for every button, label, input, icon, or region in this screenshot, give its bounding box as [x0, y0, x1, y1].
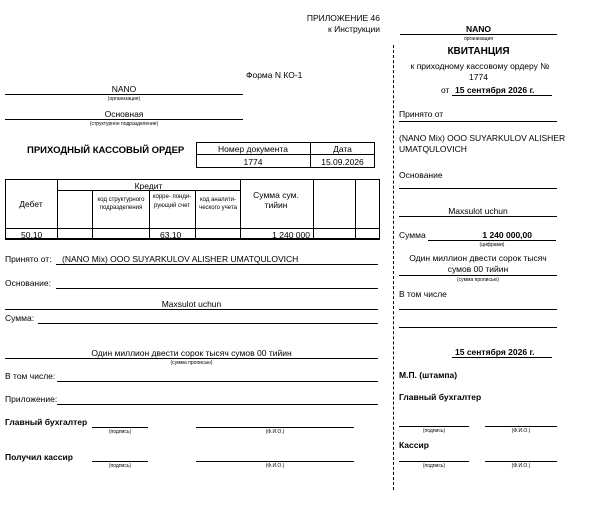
- receipt-date-bottom: 15 сентября 2026 г.: [455, 347, 535, 357]
- cut-line: [393, 45, 394, 490]
- appendix-line2: к Инструкции: [328, 24, 380, 34]
- debit-header: Дебет: [19, 199, 43, 209]
- sum-words: Один миллион двести сорок тысяч сумов 00 тийин: [91, 348, 292, 358]
- division-underline: [5, 119, 243, 120]
- form-code: Форма N КО-1: [246, 70, 303, 80]
- appendix-line1: ПРИЛОЖЕНИЕ 46: [306, 13, 380, 23]
- corr-account-header: корре- понди- рующий счет: [152, 194, 192, 209]
- attachment-label: Приложение:: [5, 394, 58, 404]
- chief-accountant-label: Главный бухгалтер: [5, 417, 88, 427]
- division-name: Основная: [104, 109, 144, 119]
- receipt-received-from-value: (NANO Mix) ООО SUYARKULOV ALISHER UMATQULOVICH: [399, 133, 566, 154]
- organization-caption: (организация): [107, 96, 141, 102]
- receipt-basis-value: Maxsulot uchun: [448, 206, 508, 216]
- receipt-organization: NANO: [465, 24, 492, 34]
- receipt-subtitle: к приходному кассовому ордеру №: [410, 61, 550, 71]
- receipt-chief-accountant-label: Главный бухгалтер: [399, 392, 482, 402]
- receipt-sum-label: Сумма: [399, 230, 426, 240]
- receipt-date: 15 сентября 2026 г.: [455, 85, 535, 95]
- chief-accountant-signature-line: [92, 427, 148, 428]
- amount-value: 1 240 000: [272, 230, 310, 240]
- doc-date-value: 15.09.2026: [321, 157, 364, 167]
- organization-name: NANO: [111, 84, 137, 94]
- organization-underline: [5, 94, 243, 95]
- basis-label: Основание:: [5, 278, 51, 288]
- stamp-label: М.П. (штампа): [399, 370, 458, 380]
- subdivision-code-header: код структурного подразделения: [97, 197, 145, 211]
- debit-value: 50.10: [21, 230, 43, 240]
- amount-header: Сумма сум. тийин: [253, 190, 299, 210]
- receipt-sum-words: Один миллион двести сорок тысяч сумов 00 тийин: [409, 253, 547, 274]
- cashier-signature-line: [92, 461, 148, 462]
- analytic-code-header: код аналити- ческого учета: [199, 197, 237, 211]
- receipt-from-label: от: [441, 85, 450, 95]
- receipt-basis-label: Основание: [399, 170, 443, 180]
- receipt-title: КВИТАНЦИЯ: [447, 46, 510, 57]
- received-from-label: Принято от:: [5, 254, 52, 264]
- receipt-including-label: В том числе: [399, 289, 447, 299]
- cashier-name-line: [196, 461, 354, 462]
- doc-number-header: Номер документа: [218, 144, 288, 154]
- received-from-value: (NANO Mix) ООО SUYARKULOV ALISHER UMATQULOVICH: [62, 254, 299, 264]
- basis-value: Maxsulot uchun: [161, 299, 222, 309]
- division-caption: (структурное подразделение): [89, 121, 159, 127]
- sum-label: Сумма:: [5, 313, 35, 323]
- including-label: В том числе:: [5, 371, 56, 381]
- order-title: ПРИХОДНЫЙ КАССОВЫЙ ОРДЕР: [27, 145, 185, 156]
- receipt-sum-value: 1 240 000,00: [482, 230, 532, 240]
- doc-number-value: 1774: [243, 157, 263, 167]
- credit-header: Кредит: [134, 181, 163, 191]
- received-cashier-label: Получил кассир: [5, 452, 73, 462]
- chief-accountant-name-line: [196, 427, 354, 428]
- sum-words-caption: (сумма прописью): [170, 360, 213, 366]
- receipt-received-from-label: Принято от: [399, 109, 444, 119]
- receipt-number: 1774: [469, 72, 488, 82]
- corr-account-value: 63.10: [160, 230, 182, 240]
- doc-date-header: Дата: [333, 144, 352, 154]
- receipt-cashier-label: Кассир: [399, 440, 429, 450]
